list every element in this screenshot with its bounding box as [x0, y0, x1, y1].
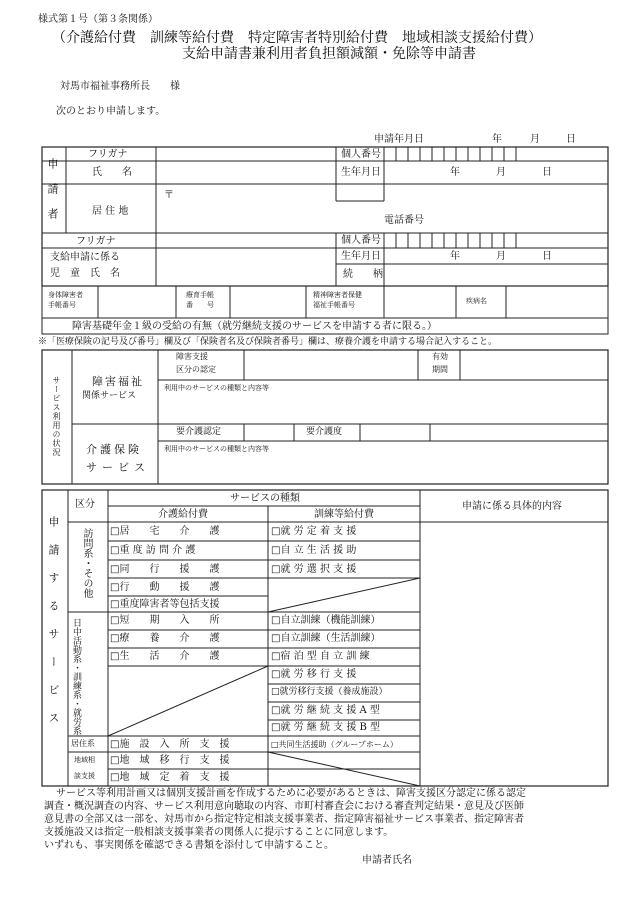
disease-label: 疾病名	[466, 297, 487, 305]
physical-notebook-label-2: 手帳番号	[48, 301, 76, 309]
intro-text: 次のとおり申請します。	[56, 106, 166, 117]
mental-notebook-label-1: 精神障害者保健	[313, 291, 362, 299]
relation-label: 続 柄	[343, 269, 383, 280]
kunren-header: 訓練等給付費	[314, 509, 374, 520]
service-doko-engo[interactable]: □同 行 援 護	[110, 564, 220, 575]
service-ryoyo-kaigo[interactable]: □療 養 介 護	[110, 633, 220, 644]
care-level-label: 要介護度	[306, 427, 343, 437]
care-insurance-label-2: サービス	[86, 461, 150, 474]
category-chiiki-2: 談支援	[74, 772, 95, 780]
in-use-label: 利用中のサービスの種類と内容等	[164, 384, 269, 392]
welfare-service-detail-field[interactable]	[159, 394, 607, 423]
applicant-address-label: 居 住 地	[92, 206, 129, 217]
service-shukuhaku-jiritsu[interactable]: □宿 泊 型 自 立 訓 練	[271, 651, 370, 662]
service-kyodo-seikatsu[interactable]: □共同生活援助（グループホーム）	[271, 740, 398, 749]
category-nichu: 日中活動系・訓練系・就労系	[71, 618, 81, 735]
service-jiritsu-seikatsu-engo[interactable]: □自 立 生 活 援 助	[271, 545, 357, 556]
applicant-address-field[interactable]	[178, 186, 378, 200]
mental-notebook-field[interactable]	[385, 287, 455, 317]
pension-question: 障害基礎年金１級の受給の有無（就労継続支援のサービスを申請する者に限る。）	[72, 321, 437, 332]
kubun-header: 区分	[75, 499, 95, 510]
service-shuro-iko[interactable]: □就 労 移 行 支 援	[271, 669, 357, 680]
valid-period-field[interactable]	[461, 351, 607, 379]
applicant-birth-year: 年	[450, 167, 460, 178]
valid-period-label-1: 有効	[432, 352, 448, 361]
support-category-label-1: 障害支援	[176, 352, 208, 361]
child-label-line1: 支給申請に係る	[50, 252, 120, 263]
support-category-field[interactable]	[245, 351, 417, 379]
in-use-label-2: 利用中のサービスの種類と内容等	[164, 445, 269, 453]
valid-period-label-2: 期間	[432, 365, 448, 374]
service-seikatsu-kaigo[interactable]: □生 活 介 護	[110, 651, 220, 662]
insurance-note: ※「医療保険の記号及び番号」欄及び「保険者名及び保険者番号」欄は、療養介護を申請する場合記入すること。	[38, 337, 498, 347]
welfare-service-label-2: 関係サービス	[82, 391, 137, 401]
kaigo-header: 介護給付費	[158, 509, 208, 520]
rehab-notebook-label-2: 番 号	[186, 301, 214, 309]
applicant-section-label: 申請者	[46, 158, 59, 233]
service-chiiki-teichaku[interactable]: □地 域 定 着 支 援	[110, 772, 230, 783]
date-day-unit: 日	[566, 134, 576, 145]
applicant-personal-no-label: 個人番号	[341, 149, 381, 160]
category-chiiki-1: 地域相	[74, 756, 95, 764]
applicant-birth-month: 月	[496, 167, 506, 178]
service-tanki-nyusho[interactable]: □短 期 入 所	[110, 615, 220, 626]
child-furigana-field[interactable]	[157, 234, 335, 247]
form-title-line1: （介護給付費 訓練等給付費 特定障害者特別給付費 地域相談支援給付費）	[52, 30, 542, 46]
consent-line2: 調査・概況調査の内容、サービス利用意向聴取の内容、市町村審査会における審査判定結果・意見及び医師	[44, 801, 524, 812]
service-shuro-iko-yosei[interactable]: □就労移行支援（養成施設）	[271, 687, 388, 697]
welfare-service-label-1: 障害福祉	[92, 375, 144, 388]
consent-line4: 支援施設又は指定一般相談支援事業者の関係人に提示することに同意します。	[44, 827, 394, 838]
applicant-phone-field[interactable]	[440, 204, 606, 230]
service-types-header: サービスの種類	[230, 493, 300, 504]
child-birth-label: 生年月日	[341, 251, 381, 262]
service-chiiki-iko[interactable]: □地 域 移 行 支 援	[110, 755, 230, 766]
rehab-notebook-field[interactable]	[231, 287, 305, 317]
rehab-notebook-label-1: 療育手帳	[186, 291, 214, 299]
child-furigana-label: フリガナ	[76, 236, 116, 247]
consent-line3: 意見書の全部又は一部を、対馬市から指定特定相談支援事業者、指定障害福祉サービス事業者、指定障害者	[44, 814, 524, 825]
mental-notebook-label-2: 福祉手帳番号	[313, 301, 355, 309]
confirm-text: いずれも、事実関係を確認できる書類を添付して申請すること。	[44, 840, 334, 851]
consent-line1: サービス等利用計画又は個別支援計画を作成するために必要があるときは、障害支援区分認定に係る認定	[56, 788, 526, 799]
service-shuro-keizoku-a[interactable]: □就 労 継 続 支 援 A 型	[271, 705, 380, 716]
child-name-field[interactable]	[157, 249, 335, 285]
category-kyoju: 居住系	[71, 739, 95, 748]
signature-field[interactable]	[420, 852, 600, 870]
phone-label: 電話番号	[384, 215, 424, 226]
child-label-line2: 児 童 氏 名	[50, 268, 120, 279]
physical-notebook-field[interactable]	[99, 287, 175, 317]
care-cert-label: 要介護認定	[176, 427, 222, 437]
application-date-label: 申請年月日	[374, 134, 424, 145]
service-shuro-sentaku[interactable]: □就 労 選 択 支 援	[271, 564, 357, 575]
applicant-birth-label: 生年月日	[341, 167, 381, 178]
applicant-birth-day: 日	[542, 167, 552, 178]
service-detail-field[interactable]	[421, 523, 607, 785]
date-month-unit: 月	[530, 134, 540, 145]
signature-label: 申請者氏名	[362, 855, 412, 866]
child-personal-no-label: 個人番号	[341, 235, 381, 246]
detail-header: 申請に係る具体的内容	[462, 501, 562, 512]
services-section-label: 申請するサービス	[47, 516, 60, 740]
postal-mark: 〒	[164, 190, 174, 201]
care-service-detail-field[interactable]	[159, 455, 607, 483]
child-birth-year: 年	[450, 251, 460, 262]
service-judo-hokatsu-shien[interactable]: □重度障害者等包括支援	[110, 599, 220, 610]
category-homon: 訪問系・その他	[81, 528, 92, 598]
physical-notebook-label-1: 身体障害者	[48, 291, 83, 299]
applicant-furigana-field[interactable]	[157, 148, 335, 160]
support-category-label-2: 区分の認定	[176, 365, 216, 374]
service-shisetsu-nyusho[interactable]: □施 設 入 所 支 援	[110, 739, 230, 750]
service-jiritsu-kino[interactable]: □自立訓練（機能訓練）	[271, 615, 381, 626]
care-insurance-label-1: 介護保険	[86, 443, 142, 456]
applicant-furigana-label: フリガナ	[88, 149, 128, 160]
child-birth-month: 月	[496, 251, 506, 262]
addressee: 対馬市福祉事務所長 様	[60, 81, 180, 92]
disease-field[interactable]	[507, 287, 607, 317]
usage-section-label: サービス利用の状況	[52, 376, 61, 457]
service-judo-homon-kaigo[interactable]: □重 度 訪 問 介 護	[110, 545, 196, 556]
form-number: 様式第１号（第３条関係）	[38, 14, 158, 25]
service-kyotaku-kaigo[interactable]: □居 宅 介 護	[110, 526, 220, 537]
child-birth-day: 日	[542, 251, 552, 262]
service-shuro-keizoku-b[interactable]: □就 労 継 続 支 援 B 型	[271, 722, 381, 733]
applicant-name-field[interactable]	[157, 162, 335, 183]
applicant-name-label: 氏 名	[92, 167, 132, 178]
date-year-unit: 年	[492, 134, 502, 145]
service-jiritsu-seikatsu[interactable]: □自立訓練（生活訓練）	[271, 633, 381, 644]
service-kodo-engo[interactable]: □行 動 援 護	[110, 582, 220, 593]
service-shuro-teichaku[interactable]: □就 労 定 着 支 援	[271, 526, 357, 537]
form-title-line2: 支給申請書兼利用者負担額減額・免除等申請書	[182, 46, 476, 62]
